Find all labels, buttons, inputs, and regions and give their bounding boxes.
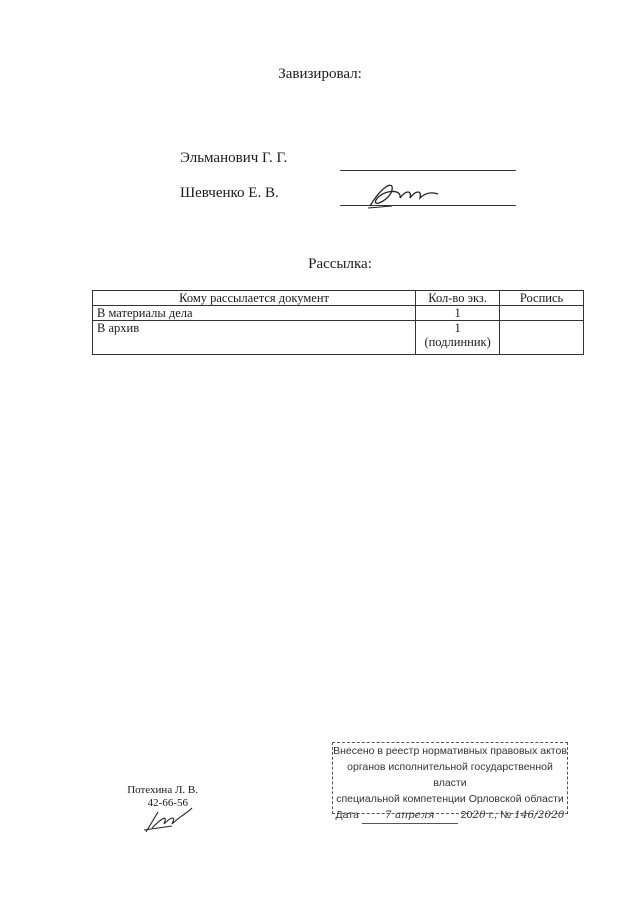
signer-name: Шевченко Е. В. — [180, 185, 279, 201]
distribution-heading: Рассылка: — [308, 256, 372, 272]
sign-cell — [500, 321, 584, 355]
count-note: (подлинник) — [424, 335, 491, 349]
stamp-line: специальной компетенции Орловской области — [336, 793, 564, 805]
count-cell: 1 — [416, 306, 500, 321]
recipient-cell: В материалы дела — [93, 306, 416, 321]
recipient-cell: В архив — [93, 321, 416, 355]
handwritten-signature — [362, 176, 444, 216]
contact-phone: 42-66-56 — [147, 797, 188, 809]
stamp-date-label: Дата — [335, 809, 359, 821]
stamp-date-value: 7 апреля — [362, 807, 458, 824]
registry-stamp — [332, 742, 568, 821]
stamp-line: органов исполнительной государственной власти — [347, 761, 553, 789]
column-header: Кому рассылается документ — [93, 291, 416, 306]
table-row — [93, 306, 584, 321]
column-header: Роспись — [500, 291, 584, 306]
approval-heading: Завизировал: — [278, 66, 362, 82]
contact-name: Потехина Л. В. — [127, 784, 198, 796]
table-row — [93, 321, 584, 355]
stamp-year-prefix: 20 — [460, 809, 473, 821]
count-cell — [416, 321, 500, 355]
distribution-table — [92, 290, 584, 355]
stamp-line: Внесено в реестр нормативных правовых актов — [333, 745, 567, 757]
stamp-number-value: 146/2020 — [514, 809, 565, 821]
count-value: 1 — [454, 321, 461, 335]
column-header: Кол-во экз. — [416, 291, 500, 306]
stamp-date-line — [333, 807, 567, 824]
table-header-row — [93, 291, 584, 306]
signature-line — [340, 170, 516, 171]
stamp-year-value: 20 — [472, 809, 486, 821]
stamp-year-suffix: г., № — [488, 809, 512, 821]
signer-name: Эльманович Г. Г. — [180, 150, 288, 166]
sign-cell — [500, 306, 584, 321]
handwritten-signature — [142, 804, 198, 838]
